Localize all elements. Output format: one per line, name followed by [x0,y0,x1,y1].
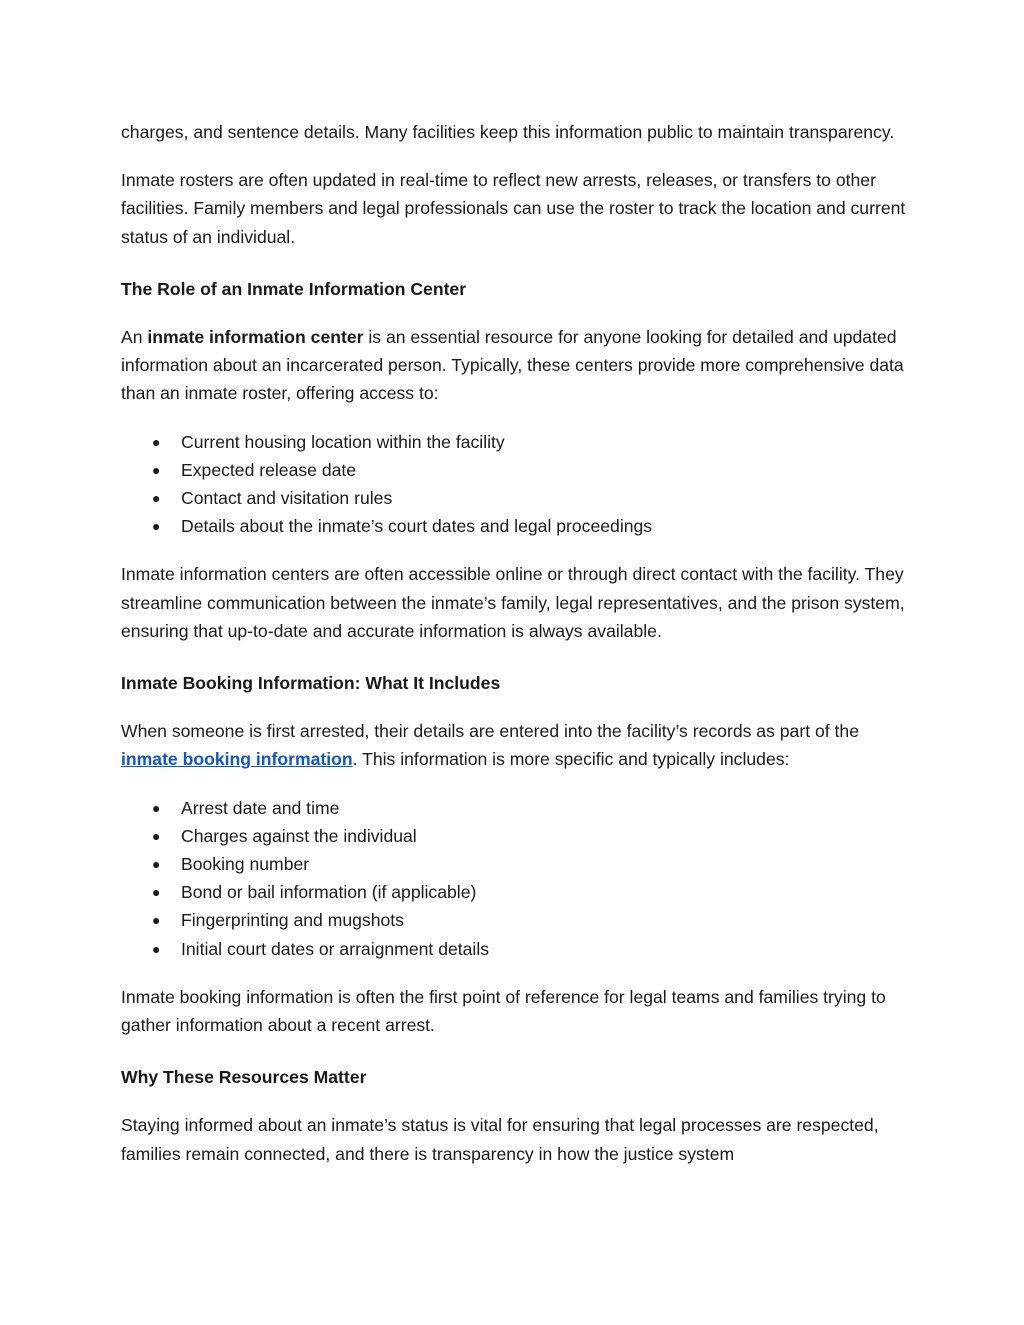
list-item-text: Booking number [181,854,310,875]
heading-why-resources-matter: Why These Resources Matter [121,1067,367,1088]
list-item-text: Charges against the individual [181,825,417,846]
paragraph-booking-reference: Inmate booking information is often the first point of reference for legal teams and families trying to gather information about a recent arrest. [121,986,886,1036]
list-item [121,484,911,512]
list-item-text: Arrest date and time [181,797,340,818]
list-item [121,428,911,456]
text-segment: . This information is more specific and typically includes: [352,749,790,770]
paragraph-booking-information [121,717,911,773]
list-item-text: Fingerprinting and mugshots [181,910,404,931]
bullet-icon: ● [152,884,161,901]
list-item-text: Bond or bail information (if applicable) [181,882,477,903]
bullet-icon: ● [152,940,161,957]
list-item [121,906,911,934]
list-item [121,850,911,878]
list-item [121,822,911,850]
bullet-icon: ● [152,856,161,873]
bullet-icon: ● [152,433,161,450]
heading-role-information-center: The Role of an Inmate Information Center [121,278,467,299]
paragraph-information-center-access: Inmate information centers are often accessible online or through direct contact with the facility. They streamline communication between the inmate’s family, legal representatives, and the prison system, ensuring that up-to-date and accurate information is always available. [121,564,905,641]
paragraph-staying-informed: Staying informed about an inmate’s status is vital for ensuring that legal processes are respected, families remain connected, and there is transparency in how the justice system [121,1115,879,1164]
text-segment: An [121,327,148,348]
list-item [121,878,911,906]
text-segment: When someone is first arrested, their details are entered into the facility’s records as part of the [121,721,859,742]
list-item [121,512,911,540]
paragraph-intro-continuation: charges, and sentence details. Many facilities keep this information public to maintain transparency. [121,122,895,142]
bullet-icon: ● [152,799,161,816]
bullet-icon: ● [152,912,161,929]
text-segment: is an essential resource for anyone looking for detailed and updated information about an incarcerated person. Typically, these centers provide more comprehensive data than an inmate roster, offering access to: [121,327,904,404]
paragraph-information-center [121,323,911,408]
bullet-icon: ● [152,461,161,478]
bullet-icon: ● [152,518,161,535]
paragraph-inmate-rosters: Inmate rosters are often updated in real-time to reflect new arrests, releases, or transfers to other facilities. Family members and legal professionals can use the roster to track the location and current status of an individual. [121,170,906,247]
list-item-text: Current housing location within the facility [181,431,505,452]
list-booking-items [121,794,911,963]
list-information-center-items [121,428,911,541]
list-item [121,456,911,484]
list-item [121,794,911,822]
heading-booking-information: Inmate Booking Information: What It Includes [121,673,501,694]
list-item-text: Expected release date [181,459,357,480]
list-item-text: Contact and visitation rules [181,488,393,509]
document-page [121,118,911,1188]
bullet-icon: ● [152,490,161,507]
list-item-text: Initial court dates or arraignment details [181,938,490,959]
bold-term-information-center: inmate information center [147,327,364,348]
list-item [121,935,911,963]
link-inmate-booking-information[interactable]: inmate booking information [121,749,353,770]
bullet-icon: ● [152,827,161,844]
list-item-text: Details about the inmate’s court dates and legal proceedings [181,516,653,537]
